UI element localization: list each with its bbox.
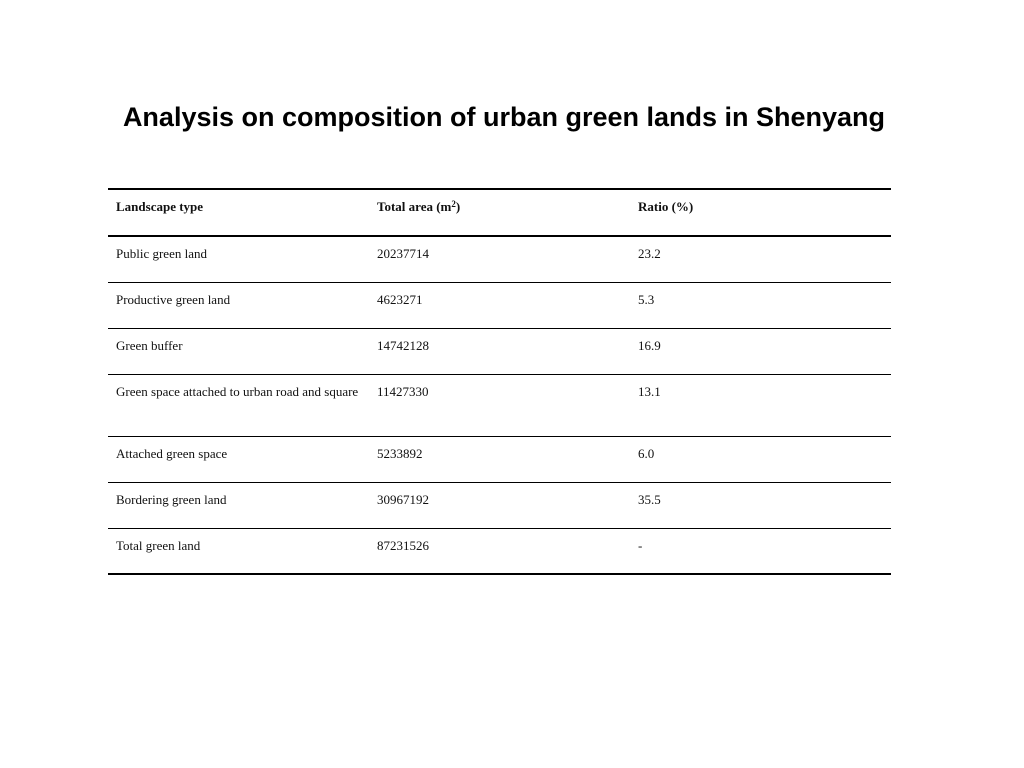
cell-ratio: - xyxy=(638,537,643,553)
cell-ratio: 5.3 xyxy=(638,291,655,307)
header-total-area-close: ) xyxy=(455,199,461,214)
cell-total-area: 20237714 xyxy=(377,246,429,261)
cell-landscape-type: Green space attached to urban road and square xyxy=(116,383,359,399)
header-total-area-superscript: 2 xyxy=(451,199,456,209)
cell-landscape-type: Productive green land xyxy=(116,291,231,307)
green-land-composition-table xyxy=(108,188,891,575)
cell-ratio: 35.5 xyxy=(638,491,661,507)
table-row xyxy=(108,282,891,328)
table-row xyxy=(108,328,891,374)
header-landscape-type: Landscape type xyxy=(116,199,204,214)
table-row xyxy=(108,236,891,282)
green-land-table-container xyxy=(108,188,891,575)
cell-landscape-type: Bordering green land xyxy=(116,491,227,507)
cell-landscape-type: Green buffer xyxy=(116,337,183,353)
table-row-total xyxy=(108,528,891,574)
cell-ratio: 23.2 xyxy=(638,246,661,261)
cell-total-area: 87231526 xyxy=(377,537,429,553)
table-row xyxy=(108,482,891,528)
table-row xyxy=(108,436,891,482)
cell-ratio: 16.9 xyxy=(638,337,661,353)
cell-ratio: 6.0 xyxy=(638,445,655,461)
cell-landscape-type: Public green land xyxy=(116,246,207,261)
cell-total-area: 5233892 xyxy=(377,445,423,461)
cell-ratio: 13.1 xyxy=(638,383,661,399)
header-ratio: Ratio (%) xyxy=(638,199,694,214)
header-total-area xyxy=(369,189,630,236)
header-total-area-label: Total area (m xyxy=(377,199,452,214)
table-header-row xyxy=(108,189,891,236)
table-row xyxy=(108,374,891,436)
page-title: Analysis on composition of urban green lands in Shenyang xyxy=(122,102,886,132)
cell-landscape-type: Attached green space xyxy=(116,445,228,461)
cell-total-area: 30967192 xyxy=(377,491,429,507)
cell-landscape-type: Total green land xyxy=(116,537,201,553)
cell-total-area: 4623271 xyxy=(377,291,423,307)
cell-total-area: 14742128 xyxy=(377,337,429,353)
cell-total-area: 11427330 xyxy=(377,383,429,399)
